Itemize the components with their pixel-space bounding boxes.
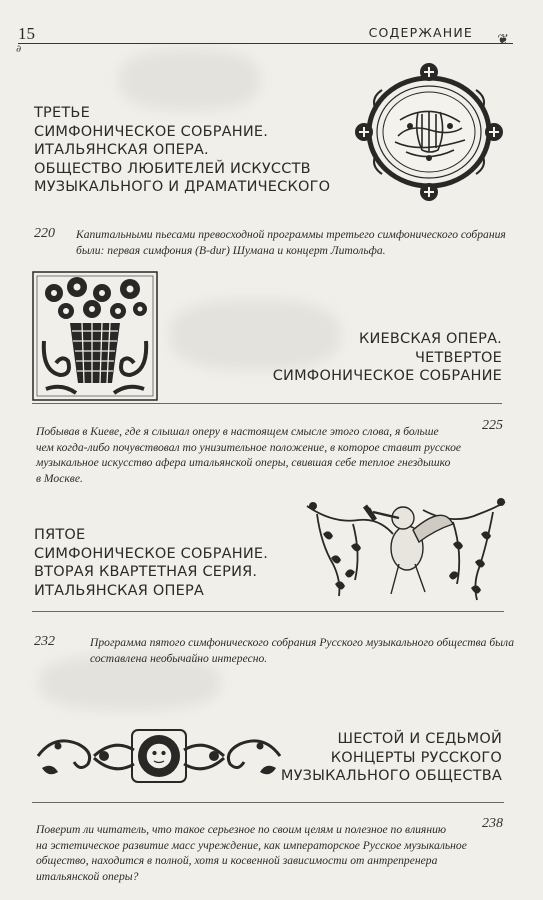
excerpt-line: Программа пятого симфонического собрания Русского музыкального общества была: [90, 636, 515, 649]
chapter-title-line: ПЯТОЕ: [34, 527, 86, 543]
section-rule: [32, 403, 502, 404]
flower-basket-ornament: [32, 271, 158, 401]
medallion-lyre-ornament: [350, 62, 508, 202]
excerpt-line: на эстетическое развитие масс учреждение, как императорское Русское музыкальное: [36, 838, 467, 852]
excerpt-line: общество, находится в полной, хотя и косвенной зависимости от антрепренера: [36, 854, 438, 867]
excerpt-line: Побывав в Киеве, где я слышал оперу в настоящем смысле этого слова, я больше: [36, 425, 439, 438]
header-rule: [18, 43, 513, 44]
chapter-title-line: КИЕВСКАЯ ОПЕРА.: [358, 331, 502, 347]
chapter-title-line: СИМФОНИЧЕСКОЕ СОБРАНИЕ: [272, 368, 502, 384]
chapter-title-line: СИМФОНИЧЕСКОЕ СОБРАНИЕ.: [34, 123, 269, 140]
header-curl-icon: ∂: [16, 44, 22, 55]
chapter-title-line: ЧЕТВЕРТОЕ: [414, 349, 502, 366]
chapter-excerpt: [90, 635, 514, 666]
page-reference: 225: [482, 418, 503, 433]
chapter-title-line: МУЗЫКАЛЬНОГО ОБЩЕСТВА: [280, 768, 502, 784]
excerpt-line: Поверит ли читатель, что такое серьезное по своим целям и полезное по влиянию: [36, 823, 447, 836]
excerpt-line: музыкальное искусство афера итальянской оперы, свившая себе теплое гнездышко: [36, 456, 451, 469]
chapter-title-line: МУЗЫКАЛЬНОГО И ДРАМАТИЧЕСКОГО: [34, 179, 331, 195]
excerpt-line: чем когда-либо почувствовал то унизительное положение, в которое ставит русское: [36, 440, 462, 454]
excerpt-line: итальянской оперы?: [36, 869, 139, 883]
chapter-excerpt: [36, 424, 461, 486]
section-rule: [32, 611, 504, 612]
chapter-title: [273, 330, 502, 386]
chapter-title: [34, 526, 268, 600]
chapter-title-line: ТРЕТЬЕ: [34, 105, 90, 121]
chapter-excerpt: [36, 822, 467, 884]
chapter-title: [34, 104, 330, 197]
page-number: 15: [18, 24, 35, 43]
section-rule: [32, 802, 504, 803]
excerpt-line: Капитальными пьесами превосходной программы третьего симфонического собрания: [76, 228, 506, 241]
header-flourish-icon: ❦: [497, 32, 509, 48]
show-through-ghost: [120, 50, 260, 110]
cherub-trumpet-ornament: [303, 484, 509, 609]
page-reference: 238: [482, 816, 503, 831]
running-header-title: СОДЕРЖАНИЕ: [368, 25, 473, 40]
page-reference: 220: [34, 226, 55, 241]
chapter-title-line: СИМФОНИЧЕСКОЕ СОБРАНИЕ.: [34, 545, 269, 562]
excerpt-line: были: первая симфония (B-dur) Шумана и концерт Литольфа.: [76, 243, 386, 257]
excerpt-line: в Москве.: [36, 471, 83, 485]
chapter-excerpt: [76, 227, 506, 258]
chapter-title-line: ОБЩЕСТВО ЛЮБИТЕЛЕЙ ИСКУССТВ: [34, 160, 311, 177]
excerpt-line: составлена необычайно интересно.: [90, 651, 268, 665]
page-reference: 232: [34, 634, 55, 649]
chapter-title-line: ШЕСТОЙ И СЕДЬМОЙ: [337, 731, 502, 747]
chapter-title-line: ИТАЛЬЯНСКАЯ ОПЕРА.: [34, 142, 209, 158]
chapter-title-line: ВТОРАЯ КВАРТЕТНАЯ СЕРИЯ.: [34, 564, 258, 580]
chapter-title-line: ИТАЛЬЯНСКАЯ ОПЕРА: [34, 582, 205, 599]
chapter-title: [281, 730, 502, 786]
sun-scroll-ornament: [34, 724, 284, 788]
chapter-title-line: КОНЦЕРТЫ РУССКОГО: [330, 749, 502, 766]
